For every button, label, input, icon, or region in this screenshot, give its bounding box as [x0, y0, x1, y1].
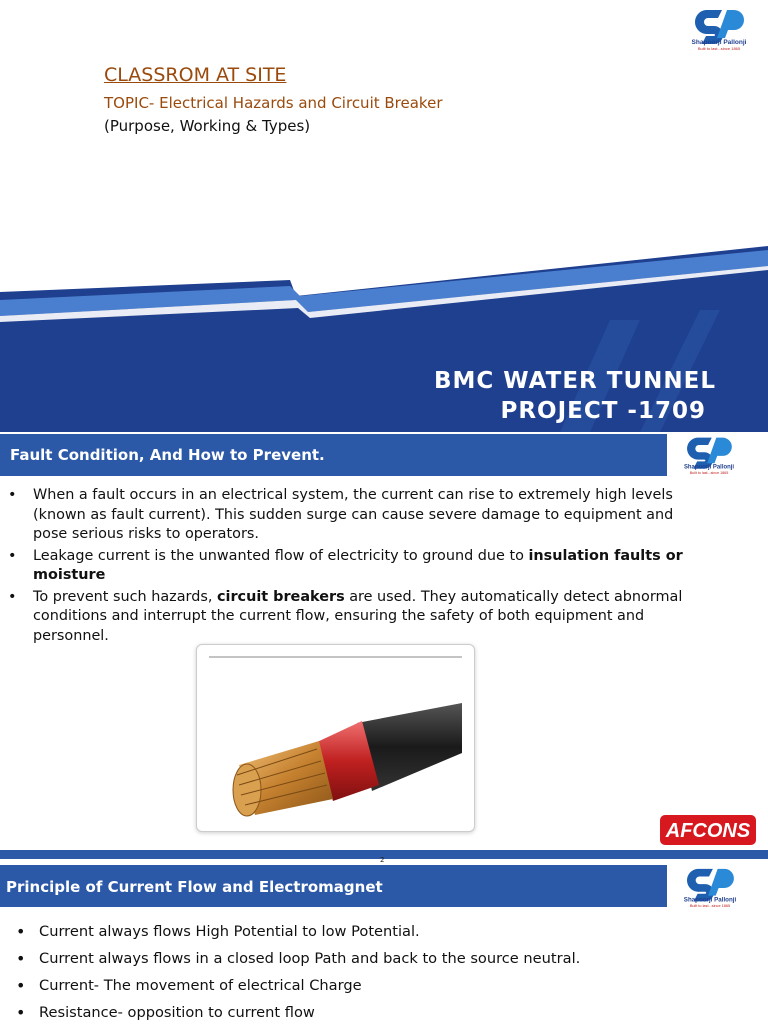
bullet-list [16, 923, 580, 1024]
cable-image [196, 644, 475, 832]
bullet-item: • Current always flows High Potential to low Potential. [16, 923, 580, 941]
topic-line: TOPIC- Electrical Hazards and Circuit Breaker [104, 94, 443, 112]
slide-header [0, 865, 667, 907]
shapoorji-logo [670, 434, 748, 476]
logo-tagline: Built to last...since 1865 [689, 904, 731, 909]
bullet-item: • When a fault occurs in an electrical system, the current can rise to extremely high levels (known as fault current). This sudden surge can cause severe damage to equipment and pose serious risks to operators. [8, 486, 708, 545]
current-flow-slide [0, 865, 768, 1024]
bullet-item: • Leakage current is the unwanted flow of electricity to ground due to insulation faults or moisture [8, 547, 708, 586]
header-title: Principle of Current Flow and Electromagnet [6, 878, 383, 896]
bullet-item: • Current- The movement of electrical Charge [16, 977, 580, 995]
bullet-list [8, 486, 708, 648]
subtitle: (Purpose, Working & Types) [104, 117, 311, 135]
logo-name: Shapoorji Pallonji [683, 464, 735, 471]
slide-title: CLASSROM AT SITE [104, 64, 287, 86]
shapoorji-logo [684, 6, 754, 56]
svg-text:AFCONS: AFCONS [665, 820, 751, 842]
bullet-item: • Current always flows in a closed loop Path and back to the source neutral. [16, 950, 580, 968]
header-title: Fault Condition, And How to Prevent. [10, 446, 325, 464]
fault-condition-slide [0, 432, 768, 865]
title-slide [0, 0, 768, 432]
logo-name: Shapoorji Pallonji [683, 896, 737, 904]
slide-header [0, 434, 667, 476]
project-line-2: PROJECT -1709 [500, 398, 706, 424]
logo-tagline: Built to last...since 1865 [697, 46, 741, 51]
shapoorji-logo [672, 865, 748, 913]
page-number: 2 [380, 856, 385, 864]
project-line-1: BMC WATER TUNNEL [433, 368, 716, 394]
logo-tagline: Built to last...since 1865 [689, 471, 729, 476]
bold-text: insulation faults or moisture [33, 547, 683, 583]
bullet-item: • To prevent such hazards, circuit breakers are used. They automatically detect abnormal conditions and interrupt the current flow, ensuring the safety of both equipment and personnel. [8, 588, 708, 647]
bullet-item: • Resistance- opposition to current flow [16, 1004, 580, 1022]
afcons-logo [659, 814, 757, 850]
bold-text: circuit breakers [217, 588, 345, 605]
logo-name: Shapoorji Pallonji [691, 39, 747, 46]
